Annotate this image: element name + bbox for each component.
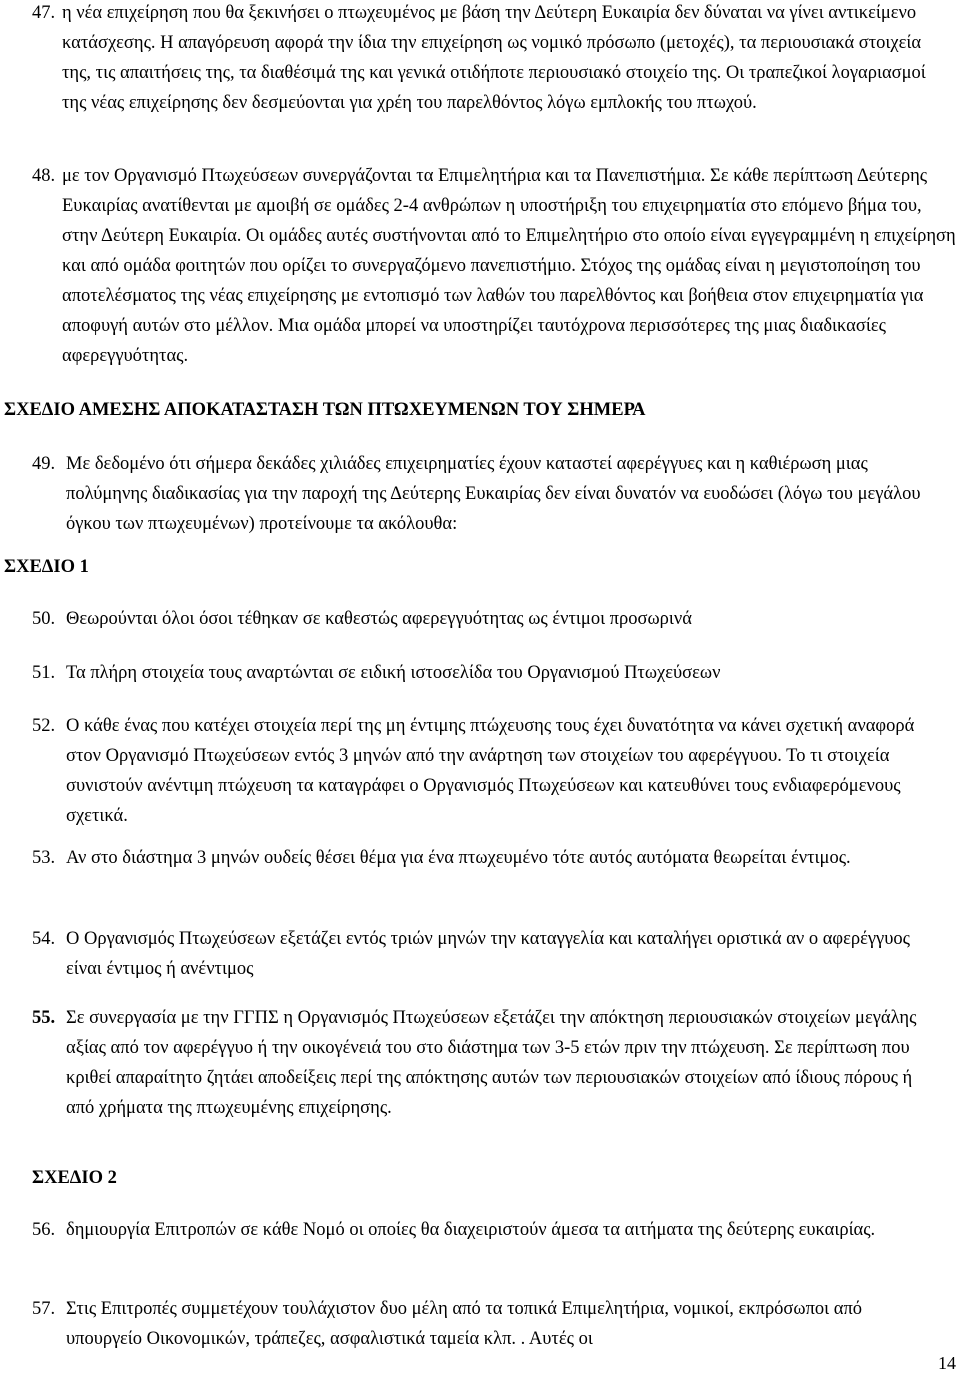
item-text: Ο κάθε ένας που κατέχει στοιχεία περί της μη έντιμης πτώχευσης τους έχει δυνατότητα να κάνει σχετική αναφορά στον Οργανισμό Πτωχεύσεων εντός 3 μηνών από την ανάρτηση των στοιχείων του αφερέγγυου. Το τι στοιχεία συνιστούν ανέντιμη πτώχευση τα καταγράφει ο Οργανισμός Πτωχεύσεων και κατευθύνει τους ενδιαφερόμενους σχετικά. [66, 716, 915, 826]
item-text: Σε συνεργασία με την ΓΓΠΣ η Οργανισμός Πτωχεύσεων εξετάζει την απόκτηση περιουσιακών στοιχείων μεγάλης αξίας από τον αφερέγγυο ή την οικογένειά του στο διάστημα των 3-5 ετών πριν την πτώχευση. Σε περίπτωση που κριθεί απαραίτητο ζητάει αποδείξεις περί της απόκτησης αυτών των περιουσιακών στοιχείων από ίδιους πόρους ή από χρήματα της πτωχευμένης επιχείρησης. [66, 1008, 917, 1118]
page-number: 14 [938, 1353, 956, 1373]
plan-2-heading: ΣΧΕΔΙΟ 2 [32, 1168, 117, 1188]
item-number: 53. [32, 848, 56, 868]
list-item-47 [32, 0, 938, 118]
item-text: Θεωρούνται όλοι όσοι τέθηκαν σε καθεστώς αφερεγγυότητας ως έντιμοι προσωρινά [66, 609, 692, 629]
section-heading: ΣΧΕΔΙΟ ΑΜΕΣΗΣ ΑΠΟΚΑΤΑΣΤΑΣΗ ΤΩΝ ΠΤΩΧΕΥΜΕΝΩΝ ΤΟΥ ΣΗΜΕΡΑ [4, 400, 646, 420]
list-item-57 [32, 1294, 938, 1354]
item-text: Στις Επιτροπές συμμετέχουν τουλάχιστον δυο μέλη από τα τοπικά Επιμελητήρια, νομικοί, εκπρόσωποι από υπουργείο Οικονομικών, τράπεζες, ασφαλιστικά ταμεία κλπ. . Αυτές οι [66, 1299, 863, 1349]
plan-1-heading: ΣΧΕΔΙΟ 1 [4, 557, 89, 577]
item-text: Αν στο διάστημα 3 μηνών ουδείς θέσει θέμα για ένα πτωχευμένο τότε αυτός αυτόματα θεωρείται έντιμος. [66, 848, 851, 868]
item-number: 57. [32, 1299, 56, 1319]
item-number: 51. [32, 663, 56, 683]
list-item-56 [32, 1215, 938, 1245]
item-text: με τον Οργανισμό Πτωχεύσεων συνεργάζονται τα Επιμελητήρια και τα Πανεπιστήμια. Σε κάθε περίπτωση Δεύτερης Ευκαιρίας ανατίθενται με αμοιβή σε ομάδες 2-4 ανθρώπων η υποστήριξη του επιχειρηματία στο επόμενο βήμα του, στην Δεύτερη Ευκαιρία. Οι ομάδες αυτές συστήνονται από το Επιμελητήριο στο οποίο είναι εγγεγραμμένη η επιχείρηση και από ομάδα φοιτητών που ορίζει το συνεργαζόμενο πανεπιστήμιο. Στόχος της ομάδας είναι η μεγιστοποίηση του αποτελέσματος της νέας επιχείρησης με εντοπισμό των λαθών του παρελθόντος και βοήθεια στον επιχειρηματία για αποφυγή αυτών στο μέλλον. Μια ομάδα μπορεί να υποστηρίζει ταυτόχρονα περισσότερες της μιας διαδικασίες αφερεγγυότητας. [62, 166, 956, 366]
item-number: 48. [32, 166, 56, 186]
item-number: 47. [32, 3, 56, 23]
item-number: 54. [32, 929, 56, 949]
item-number: 50. [32, 609, 56, 629]
item-text: η νέα επιχείρηση που θα ξεκινήσει ο πτωχευμένος με βάση την Δεύτερη Ευκαιρία δεν δύναται να γίνει αντικείμενο κατάσχεσης. Η απαγόρευση αφορά την ίδια την επιχείρηση ως νομικό πρόσωπο (μετοχές), τα περιουσιακά στοιχεία της, τις απαιτήσεις της, τα διαθέσιμά της και γενικά οτιδήποτε περιουσιακό στοιχείο της. Οι τραπεζικοί λογαριασμοί της νέας επιχείρησης δεν δεσμεύονται για χρέη του παρελθόντος λόγω εμπλοκής του πτωχού. [62, 3, 926, 113]
list-item-51 [32, 658, 938, 688]
item-number: 56. [32, 1220, 56, 1240]
item-text: δημιουργία Επιτροπών σε κάθε Νομό οι οποίες θα διαχειριστούν άμεσα τα αιτήματα της δεύτερης ευκαιρίας. [66, 1220, 876, 1240]
item-number: 52. [32, 716, 56, 736]
list-item-53 [32, 843, 938, 873]
list-item-48 [32, 161, 958, 371]
item-text: Τα πλήρη στοιχεία τους αναρτώνται σε ειδική ιστοσελίδα του Οργανισμού Πτωχεύσεων [66, 663, 721, 683]
list-item-54 [32, 924, 938, 984]
item-number: 49. [32, 454, 56, 474]
item-text: Με δεδομένο ότι σήμερα δεκάδες χιλιάδες επιχειρηματίες έχουν καταστεί αφερέγγυες και η καθιέρωση μιας πολύμηνης διαδικασίας για την παροχή της Δεύτερης Ευκαιρίας δεν είναι δυνατόν να ευοδώσει (λόγω του μεγάλου όγκου των πτωχευμένων) προτείνουμε τα ακόλουθα: [66, 454, 921, 534]
item-number: 55. [32, 1008, 56, 1028]
list-item-49 [32, 449, 938, 539]
list-item-52 [32, 711, 938, 831]
list-item-50 [32, 604, 938, 634]
item-text: Ο Οργανισμός Πτωχεύσεων εξετάζει εντός τριών μηνών την καταγγελία και καταλήγει οριστικά αν ο αφερέγγυος είναι έντιμος ή ανέντιμος [66, 929, 910, 979]
list-item-55 [32, 1003, 938, 1123]
